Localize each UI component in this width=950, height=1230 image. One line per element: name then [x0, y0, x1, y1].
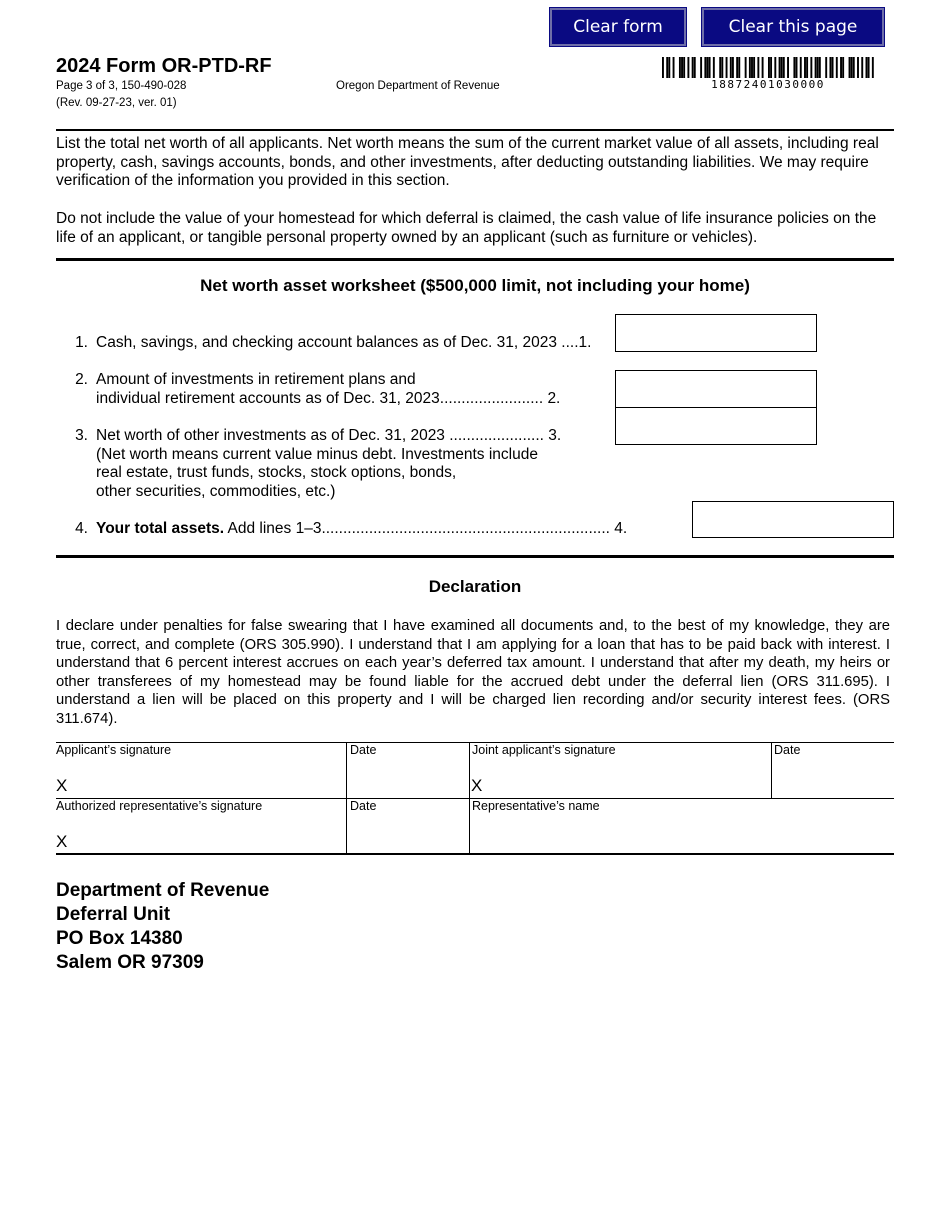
applicant-signature-field[interactable]: [56, 742, 346, 798]
barcode: [662, 57, 874, 78]
address-line-1: Department of Revenue: [56, 880, 270, 901]
declaration-heading: Declaration: [428, 577, 522, 596]
rep-date-field[interactable]: [347, 798, 469, 853]
line1-number: 1.: [75, 334, 88, 351]
applicant-date-label: Date: [350, 743, 377, 757]
address-line-2: Deferral Unit: [56, 904, 171, 925]
rep-name-field[interactable]: [470, 798, 894, 853]
line3-number: 3.: [75, 427, 88, 444]
line4-input[interactable]: [692, 501, 894, 538]
joint-date-label: Date: [774, 743, 801, 757]
declaration-rule: [56, 555, 894, 558]
applicant-date-field[interactable]: [347, 742, 469, 798]
line1-input[interactable]: [615, 314, 817, 352]
rep-signature-label: Authorized representative’s signature: [56, 799, 263, 813]
line4-instruction: Add lines 1–3................................................................... 4.: [224, 520, 628, 537]
header-rule: [56, 129, 894, 131]
intro-paragraph-2: Do not include the value of your homestead for which deferral is claimed, the cash value of life insurance policies on the life of an applicant, or tangible personal property owned by an applicant (such as furniture or vehicles).: [56, 210, 877, 246]
joint-signature-field[interactable]: [470, 742, 771, 798]
joint-date-field[interactable]: [772, 742, 894, 798]
line3-text-d: other securities, commodities, etc.): [96, 483, 336, 500]
line4-number: 4.: [75, 520, 88, 537]
rep-name-label: Representative’s name: [472, 799, 600, 813]
line3-text-b: (Net worth means current value minus debt. Investments include: [96, 446, 538, 463]
line2-text-a: Amount of investments in retirement plans and: [96, 371, 416, 388]
rep-signature-x: X: [56, 832, 68, 851]
line3-text-c: real estate, trust funds, stocks, stock options, bonds,: [96, 464, 457, 481]
barcode-number: 18872401030000: [711, 78, 825, 91]
line2-number: 2.: [75, 371, 88, 388]
revision-info: (Rev. 09-27-23, ver. 01): [56, 97, 177, 109]
address-line-3: PO Box 14380: [56, 928, 183, 949]
sig-bottom-rule: [56, 853, 894, 855]
agency-name: Oregon Department of Revenue: [336, 80, 500, 92]
declaration-text: I declare under penalties for false swearing that I have examined all documents and, to the best of my knowledge, they are true, correct, and complete (ORS 305.990). I understand that I am applying for a loan that has to be paid back with interest. I understand that 6 percent interest accrues on each year’s deferred tax amount. I understand that after my death, my heirs or other transferees of my homestead may be found liable for the accrued debt under the deferral lien (ORS 311.695). I understand a lien will be placed on this property and I will be charged lien recording and/or security interest fees. (ORS 311.674).: [56, 618, 890, 727]
joint-signature-x: X: [471, 776, 483, 795]
worksheet-heading: Net worth asset worksheet ($500,000 limit, not including your home): [200, 276, 750, 295]
line3-input[interactable]: [615, 407, 817, 445]
line2-text-b: individual retirement accounts as of Dec. 31, 2023........................ 2.: [96, 390, 561, 407]
rep-signature-field[interactable]: [56, 798, 346, 853]
line4-bold-label: Your total assets.: [96, 520, 225, 537]
applicant-signature-label: Applicant’s signature: [56, 743, 172, 757]
form-title: 2024 Form OR-PTD-RF: [56, 55, 272, 77]
clear-form-button[interactable]: Clear form: [550, 8, 686, 46]
line3-text-a: Net worth of other investments as of Dec. 31, 2023 ...................... 3.: [96, 427, 562, 444]
line4-text: [96, 520, 627, 539]
page-info: Page 3 of 3, 150-490-028: [56, 80, 187, 92]
line2-input[interactable]: [615, 370, 817, 408]
clear-page-button[interactable]: Clear this page: [702, 8, 884, 46]
rep-date-label: Date: [350, 799, 377, 813]
joint-signature-label: Joint applicant’s signature: [472, 743, 616, 757]
line1-text: Cash, savings, and checking account balances as of Dec. 31, 2023 ....1.: [96, 334, 592, 351]
address-line-4: Salem OR 97309: [56, 952, 204, 973]
applicant-signature-x: X: [56, 776, 68, 795]
section-rule: [56, 258, 894, 261]
intro-paragraph-1: List the total net worth of all applicants. Net worth means the sum of the current market value of all assets, including real property, cash, savings accounts, bonds, and other investments, after deducting outstanding liabilities. We may require verification of the information you provided in this section.: [56, 135, 879, 189]
